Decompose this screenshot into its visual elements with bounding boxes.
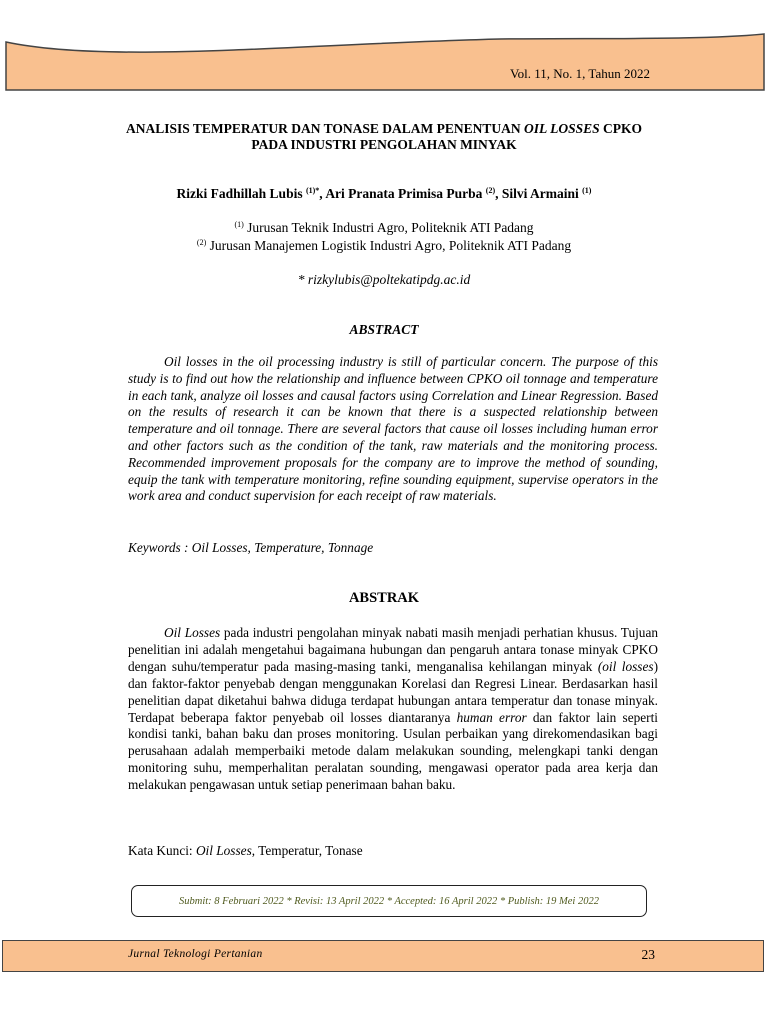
abstrak-italic-term: human error xyxy=(456,709,527,725)
abstract-body: Oil losses in the oil processing industry is still of particular concern. The purpose of this study is to find out how the relationship and influence between CPKO oil tonnage and temperature in each tank, analyze oil losses and causal factors using Correlation and Linear Regression. Based on the results of research it can be known that there is a suspected relationship between temperature and oil tonnage. There are several factors that cause oil losses including human error and other factors such as the condition of the tank, raw materials and the monitoring process. Recommended improvement proposals for the company are to improve the method of sounding, equip the tank with temperature monitoring, refine sounding equipment, supervise operators in the work area and conduct supervision for each receipt of raw materials. xyxy=(128,354,658,504)
affiliation-text: Jurusan Teknik Industri Agro, Politeknik ATI Padang xyxy=(247,220,534,235)
kata-kunci xyxy=(128,843,658,859)
corresponding-email: * rizkylubis@poltekatipdg.ac.id xyxy=(297,272,471,287)
submission-dates: Submit: 8 Februari 2022 * Revisi: 13 April 2022 * Accepted: 16 April 2022 * Publish: 19 Mei 2022 xyxy=(179,895,599,907)
page-number: 23 xyxy=(641,947,655,962)
author-mark: (1)* xyxy=(305,186,320,195)
header-band xyxy=(0,0,768,100)
kata-kunci-italic: Oil Losses xyxy=(195,843,252,858)
kata-kunci-rest: , Temperatur, Tonase xyxy=(251,843,363,858)
title-part-2: CPKO PADA INDUSTRI PENGOLAHAN MINYAK xyxy=(251,121,643,152)
affiliation-text: Jurusan Manajemen Logistik Industri Agro, Politeknik ATI Padang xyxy=(209,238,572,253)
abstract-heading: ABSTRACT xyxy=(349,322,419,337)
abstrak-heading: ABSTRAK xyxy=(348,590,420,606)
affiliation xyxy=(100,238,668,254)
author-name: Silvi Armaini xyxy=(501,186,579,201)
author-name: Ari Pranata Primisa Purba xyxy=(325,186,483,201)
abstrak-text: dan faktor lain seperti kondisi tanki, bahan baku dan proses monitoring. Usulan perbaikan yang direkomendasikan bagi perusahaan adalah memperbaiki metode dalam melakukan sounding, melengkapi tanki dengan monitoring suhu, memperhalitan peralatan sounding, mengawasi operator pada area kerja dan melakukan pengawasan untuk setiap penerimaan bahan baku. xyxy=(128,709,658,793)
paper-title xyxy=(120,121,648,153)
title-italic-term: OIL LOSSES xyxy=(524,121,600,136)
author-separator: , xyxy=(495,186,502,201)
author-mark: (2) xyxy=(485,186,496,195)
affiliation xyxy=(100,220,668,236)
kata-kunci-label: Kata Kunci: xyxy=(128,843,196,858)
affiliation-mark: (1) xyxy=(234,220,244,229)
author-separator: , xyxy=(319,186,326,201)
submission-dates-box xyxy=(131,885,647,917)
abstrak-italic-term: Oil Losses xyxy=(164,625,221,640)
author-name: Rizki Fadhillah Lubis xyxy=(176,186,303,201)
abstrak-italic-term: (oil losses xyxy=(597,658,654,674)
abstrak-body xyxy=(128,625,658,794)
title-part-1: ANALISIS TEMPERATUR DAN TONASE DALAM PENENTUAN xyxy=(125,121,521,136)
header-band-shape xyxy=(0,0,768,100)
journal-name: Jurnal Teknologi Pertanian xyxy=(128,948,263,960)
volume-info: Vol. 11, No. 1, Tahun 2022 xyxy=(509,66,650,81)
keywords: Keywords : Oil Losses, Temperature, Tonnage xyxy=(128,540,374,555)
author-mark: (1) xyxy=(582,186,592,195)
author-list xyxy=(100,186,668,202)
abstrak-text: pada industri pengolahan minyak nabati masih menjadi perhatian khusus. Tujuan penelitian ini adalah mengetahui bagaimana hubungan dan pengaruh antara tonase minyak CPKO dengan suhu/temperatur pada masing-masing tanki, menganalisa kehilangan minyak xyxy=(128,625,659,674)
abstrak-text: ) dan faktor-faktor penyebab dengan menggunakan Korelasi dan Regresi Linear. Berdasarkan hasil penelitian dapat diketahui bahwa diduga terdapat hubungan antara temperatur dan tonase minyak. Terdapat beberapa faktor penyebab oil losses diantaranya xyxy=(128,658,658,725)
affiliation-mark: (2) xyxy=(196,238,207,247)
